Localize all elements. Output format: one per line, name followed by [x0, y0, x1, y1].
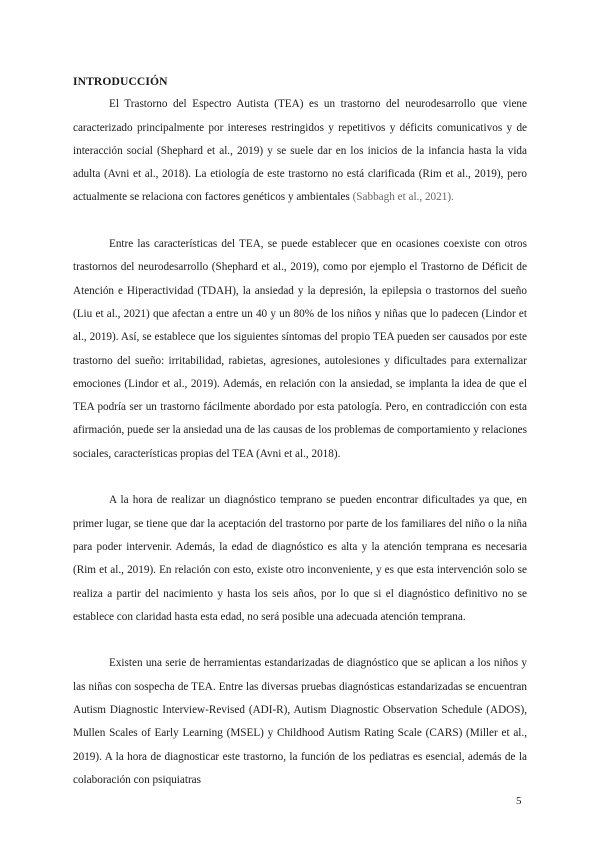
paragraph-2: Entre las características del TEA, se puede establecer que en ocasiones coexiste con otros trastornos del neurodesarrollo (Shephard et al., 2019), como por ejemplo el Trastorno de Déficit de Atención e Hiperactividad (TDAH), la ansiedad y la depresión, la epilepsia o trastornos del sueño (Liu et al., 2021) que afectan a entre un 40 y un 80% de los niños y niñas que lo padecen (Lindor et al., 2019). Así, se establece que los siguientes síntomas del propio TEA pueden ser causados por este trastorno del sueño: irritabilidad, rabietas, agresiones, autolesiones y dificultades para externalizar emociones (Lindor et al., 2019). Además, en relación con la ansiedad, se implanta la idea de que el TEA podría ser un trastorno fácilmente abordado por esta patología. Pero, en contradicción con esta afirmación, puede ser la ansiedad una de las causas de los problemas de comportamiento y relaciones sociales, características propias del TEA (Avni et al., 2018).: [73, 238, 527, 460]
page-number: 5: [516, 795, 522, 807]
paragraph-1-text: El Trastorno del Espectro Autista (TEA) es un trastorno del neurodesarrollo que viene caracterizado principalmente por intereses restringidos y repetitivos y déficits comunicativos y de interacción social (Shephard et al., 2019) y se suele dar en los inicios de la infancia hasta la vida adulta (Avni et al., 2018). La etiología de este trastorno no está clarificada (Rim et al., 2019), pero actualmente se relaciona con factores genéticos y ambientales: [73, 98, 527, 204]
paragraph-1: [73, 93, 527, 209]
paragraph-3: A la hora de realizar un diagnóstico temprano se pueden encontrar dificultades ya que, en primer lugar, se tiene que dar la aceptación del trastorno por parte de los familiares del niño o la niña para poder intervenir. Además, la edad de diagnóstico es alta y la atención temprana es necesaria (Rim et al., 2019). En relación con esto, existe otro inconveniente, y es que esta intervención solo se realiza a partir del nacimiento y hasta los seis años, por lo que si el diagnóstico definitivo no se establece con claridad hasta esta edad, no será posible una adecuada atención temprana.: [73, 494, 527, 623]
document-body: [73, 70, 527, 792]
paragraph-spacer: [73, 210, 527, 233]
section-heading: INTRODUCCIÓN: [73, 75, 168, 88]
paragraph-spacer: [73, 466, 527, 489]
paragraph-1-citation: (Sabbagh et al., 2021).: [352, 191, 454, 204]
paragraph-4: Existen una serie de herramientas estandarizadas de diagnóstico que se aplican a los niños y las niñas con sospecha de TEA. Entre las diversas pruebas diagnósticas estandarizadas se encuentran Autism Diagnostic Interview-Revised (ADI-R), Autism Diagnostic Observation Schedule (ADOS), Mullen Scales of Early Learning (MSEL) y Childhood Autism Rating Scale (CARS) (Miller et al., 2019). A la hora de diagnosticar este trastorno, la función de los pediatras es esencial, además de la colaboración con psiquiatras: [73, 657, 527, 786]
paragraph-spacer: [73, 629, 527, 652]
